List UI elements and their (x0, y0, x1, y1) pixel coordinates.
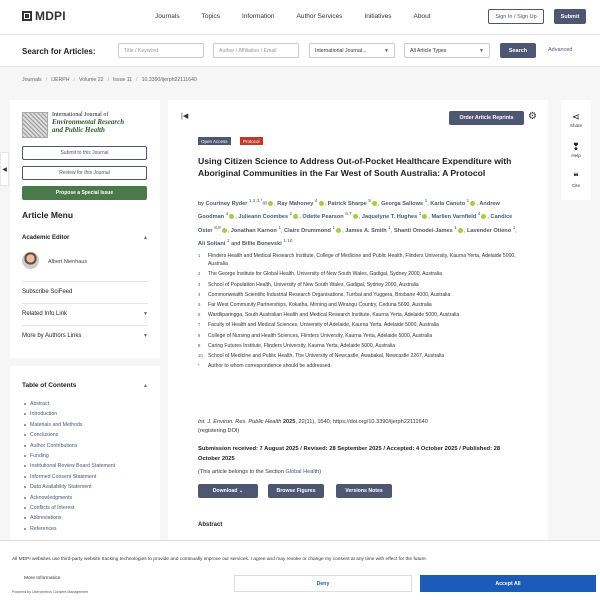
affiliation-item (198, 321, 518, 329)
academic-editor-label: Academic Editor (22, 235, 70, 241)
download-label: Download (212, 488, 238, 494)
journal-cover-icon (22, 112, 48, 138)
nav-initiatives[interactable]: Initiatives (364, 13, 392, 20)
affiliation-text: Far West Community Partnerships, Kokatha, Mirning and Wirangu Country, Ceduna 5690, Australia (208, 302, 432, 309)
author-name[interactable]: James A. Smith (345, 227, 387, 234)
author-name[interactable]: Julieann Coombes (238, 214, 289, 221)
submit-button[interactable]: Submit (554, 9, 586, 24)
abstract-heading: Abstract (198, 522, 223, 528)
nav-topics[interactable]: Topics (201, 13, 221, 20)
order-reprints-button[interactable]: Order Article Reprints (449, 111, 524, 125)
toc-item[interactable]: Introduction (24, 409, 115, 419)
browse-figures-button[interactable]: Browse Figures (268, 484, 324, 498)
citation-journal: Int. J. Environ. Res. Public Health (198, 419, 282, 425)
orcid-icon[interactable] (372, 201, 377, 206)
chevron-down-icon: ⌄ (238, 488, 244, 494)
cite-label: Cite (571, 183, 580, 188)
author-name[interactable]: Jonathan Karnon (230, 227, 277, 234)
affiliation-text: College of Nursing and Health Sciences, Flinders University, Kaurna Yerta, Adelaide 5000, Australia (208, 332, 433, 339)
breadcrumb-separator: / (45, 77, 48, 83)
article-menu-panel (10, 100, 160, 358)
affiliation-text: Faculty of Health and Medical Sciences, University of Adelaide, Kaurna Yerta, Adelaide 5000, Australia (208, 322, 439, 329)
more-by-authors-toggle[interactable] (22, 333, 148, 339)
breadcrumb-separator: / (136, 77, 138, 83)
toc-item[interactable]: References (24, 524, 115, 534)
download-button[interactable] (198, 484, 258, 498)
journal-logo[interactable] (22, 112, 142, 138)
author-name[interactable]: Karla Canuto (430, 200, 466, 207)
journal-select[interactable] (309, 43, 395, 58)
toc-item[interactable]: Materials and Methods (24, 420, 115, 430)
sign-in-button[interactable]: Sign In / Sign Up (488, 9, 544, 24)
citation-doi[interactable]: , 22(11), 1640; https://doi.org/10.3390/ijerph22111640 (295, 419, 428, 425)
author-name[interactable]: Patrick Sharpe (327, 200, 367, 207)
affiliation-text: The George Institute for Global Health, University of New South Wales, Gadigal, Sydney 2000, Australia (208, 271, 442, 278)
author-affiliation-sup: 1 (388, 224, 391, 230)
nav-journals[interactable]: Journals (155, 13, 180, 20)
orcid-icon[interactable] (353, 214, 358, 219)
article-main-panel (168, 100, 548, 540)
affiliation-item (198, 332, 518, 340)
right-action-rail (561, 100, 591, 200)
author-affiliation-sup: 1 (332, 224, 336, 230)
chevron-down-icon: ▼ (143, 311, 148, 317)
affiliation-number: 9 (198, 342, 201, 348)
cookie-consent-banner (0, 540, 600, 600)
author-name[interactable]: Marlien Varnfield (431, 214, 477, 221)
help-action[interactable] (561, 142, 591, 158)
table-of-contents-panel (10, 366, 160, 541)
toc-item[interactable]: Abbreviations (24, 513, 115, 523)
orcid-icon[interactable] (458, 228, 463, 233)
author-affiliation-sup: 1,10 (283, 238, 293, 244)
more-by-authors-label: More by Authors Links (22, 333, 82, 339)
divider (22, 303, 148, 304)
mdpi-logo[interactable] (22, 9, 66, 23)
affiliation-number: 10 (198, 353, 203, 359)
affiliation-item (198, 281, 518, 289)
author-name[interactable]: Ali Soltani (198, 240, 226, 247)
journal-name-line1: International Journal of (52, 112, 109, 118)
gear-icon[interactable]: ⚙ (528, 111, 537, 122)
affiliation-text: Wardliparingga, South Australian Health and Medical Research Institute, Kaurna Yerta, Adelaide 5000, Australia (208, 312, 460, 319)
journal-select-value: International Journal... (315, 47, 367, 54)
collapse-sidebar-icon[interactable]: |◀ (181, 113, 189, 120)
author-name[interactable]: Billie Bonevski (241, 240, 282, 247)
author-name[interactable]: Georga Sallows (381, 200, 424, 207)
affiliation-list (198, 252, 518, 372)
submit-to-journal-button[interactable]: Submit to this Journal (22, 146, 147, 160)
accept-all-button[interactable]: Accept All (420, 575, 596, 592)
journal-name (52, 112, 124, 138)
affiliation-text: Caring Futures Institute, Flinders University, Kaurna Yerta, Adelaide 5000, Australia (208, 342, 396, 349)
divider (22, 281, 148, 282)
review-for-journal-button[interactable]: Review for this Journal (22, 166, 147, 180)
nav-about[interactable]: About (413, 13, 431, 20)
version-notes-button[interactable]: Versions Notes (336, 484, 392, 498)
author-name[interactable]: Lavender Otieno (467, 227, 512, 234)
author-name[interactable]: Courtney Ryder (205, 200, 248, 207)
journal-name-line3: and Public Health (52, 126, 105, 134)
affiliation-number: 7 (198, 322, 201, 328)
author-affiliation-input[interactable]: Author / Affiliation / Email (213, 43, 299, 58)
help-label: Help (571, 153, 581, 158)
title-keyword-input[interactable]: Title / Keyword (118, 43, 204, 58)
affiliation-item (198, 291, 518, 299)
breadcrumb-doi: 10.3390/ijerph22111640 (141, 77, 197, 83)
chevron-down-icon: ▼ (143, 333, 148, 339)
section-prefix: (This article belongs to the Section (198, 469, 286, 475)
orcid-icon[interactable] (336, 228, 341, 233)
breadcrumb-journal[interactable]: IJERPH (51, 77, 70, 83)
orcid-icon[interactable] (319, 201, 324, 206)
affiliation-text: Commonwealth Scientific Industrial Research Organisations, Turrbal and Yuggera, Brisbane 4000, Australia (208, 291, 451, 298)
affiliation-item (198, 270, 518, 278)
affiliation-number: 3 (198, 281, 201, 287)
deny-button[interactable]: Deny (234, 575, 412, 592)
toc-item[interactable]: Conclusions (24, 430, 115, 440)
chevron-left-icon: ◀ (2, 166, 7, 173)
article-menu-title: Article Menu (22, 210, 74, 220)
toc-item[interactable]: Abstract (24, 399, 115, 409)
author-name[interactable]: Jaquelyne T. Hughes (361, 214, 418, 221)
open-access-badge: Open Access (198, 137, 231, 145)
chevron-down-icon: ▼ (384, 47, 389, 54)
mdpi-logo-icon (22, 11, 32, 21)
subscribe-scifeed-label: Subscribe SciFeed (22, 289, 73, 295)
journal-name-line2: Environmental Research (52, 118, 125, 126)
article-type-select[interactable] (404, 43, 490, 58)
breadcrumb-journals[interactable]: Journals (22, 77, 42, 83)
breadcrumb-volume[interactable]: Volume 22 (78, 77, 104, 83)
section-link[interactable]: Global Health (285, 469, 320, 475)
academic-editor-toggle[interactable] (22, 235, 148, 241)
affiliation-number: 1 (198, 253, 201, 258)
affiliation-item (198, 342, 518, 350)
affiliation-text: School of Medicine and Public Health, The University of Newcastle, Awabakal, Newcastle 2267, Australia (208, 353, 445, 360)
top-navbar (0, 0, 600, 35)
affiliation-number: 5 (198, 302, 201, 308)
toc-item[interactable]: Funding (24, 451, 115, 461)
affiliation-number: 2 (198, 271, 201, 277)
by-label: by (198, 200, 204, 207)
affiliation-number: 4 (198, 291, 201, 297)
author-affiliation-sup: 1 (454, 224, 457, 230)
author-affiliation-sup: 1 (418, 211, 422, 217)
share-icon: ⋖ (571, 112, 581, 123)
orcid-icon[interactable] (229, 214, 234, 219)
orcid-icon[interactable] (422, 214, 427, 219)
author-affiliation-sup: 1 (278, 224, 281, 230)
toc-item[interactable]: Acknowledgments (24, 493, 115, 503)
author-name[interactable]: Candice Oster (198, 214, 513, 234)
article-title: Using Citizen Science to Address Out-of-Pocket Healthcare Expenditure with Aboriginal Communities in the Far West of South Australia: A Protocol (198, 156, 512, 178)
affiliation-number: 8 (198, 332, 201, 338)
toc-item[interactable]: Informed Consent Statement (24, 472, 115, 482)
article-type-badge: Protocol (240, 137, 263, 145)
breadcrumb-issue[interactable]: Issue 11 (112, 77, 133, 83)
search-bar (0, 35, 600, 67)
orcid-icon[interactable] (293, 214, 298, 219)
share-action[interactable] (561, 112, 591, 128)
toc-toggle[interactable] (22, 382, 148, 389)
affiliation-item (198, 301, 518, 309)
citation-note: (registering DOI) (198, 428, 240, 434)
search-label: Search for Articles: (22, 47, 96, 56)
affiliation-number: 6 (198, 312, 201, 318)
author-affiliation-sup: 8,9 (214, 224, 221, 230)
cite-action[interactable] (561, 172, 591, 188)
orcid-icon[interactable] (268, 201, 273, 206)
affiliation-item (198, 362, 518, 370)
quote-icon: ❝ (573, 172, 579, 183)
author-name[interactable]: Ray Mahoney (277, 200, 314, 207)
affiliation-item (198, 252, 518, 268)
author-name[interactable]: Shanti Omodei-James (393, 227, 453, 234)
nav-information[interactable]: Information (242, 13, 275, 20)
section-note (198, 469, 321, 475)
main-nav (155, 13, 453, 20)
editor-avatar[interactable] (22, 252, 39, 269)
author-affiliation-sup: 4 (225, 211, 229, 217)
author-affiliation-sup: 1 (424, 198, 428, 203)
author-affiliation-sup: 5 (368, 198, 371, 203)
section-suffix: ) (319, 469, 322, 475)
orcid-icon[interactable] (222, 228, 227, 233)
cookie-text: All MDPI websites use third-party website tracking technologies to provide and continually improve our services. I agree and may revoke or change my consent at any time with effect for the future. (12, 557, 428, 562)
affiliation-text: School of Population Health, University of New South Wales, Gadigal, Sydney 2000, Australia (208, 281, 419, 288)
and-label: and (231, 240, 241, 247)
toc-item[interactable]: Author Contributions (24, 441, 115, 451)
breadcrumb-separator: / (73, 77, 75, 83)
author-name[interactable]: Andrew Goodman (198, 200, 500, 221)
toc-item[interactable]: Conflicts of Interest (24, 503, 115, 513)
author-affiliation-sup: 6,7 (345, 211, 352, 217)
advanced-search-link[interactable]: Advanced (548, 47, 573, 53)
publication-dates: Submission received: 7 August 2025 / Revised: 28 September 2025 / Accepted: 4 October 2025 / Published: 28 October 2025 (198, 446, 501, 462)
orcid-icon[interactable] (481, 214, 486, 219)
related-info-label: Related Info Link (22, 311, 68, 317)
citation-year: 2025 (282, 419, 296, 425)
author-affiliation-sup: 4 (314, 198, 318, 203)
toc-item[interactable]: Data Availability Statement (24, 482, 115, 492)
help-icon: ❢ (571, 142, 581, 153)
toc-item[interactable]: Institutional Review Board Statement (24, 461, 115, 471)
author-affiliation-sup: 1,2,3,* (249, 198, 263, 203)
author-affiliation-sup: 1 (226, 238, 230, 244)
breadcrumb (22, 77, 201, 83)
mail-icon[interactable]: ✉ (262, 200, 268, 207)
subscribe-scifeed-link[interactable] (22, 289, 148, 295)
affiliation-text: Author to whom correspondence should be addressed. (208, 363, 332, 370)
article-type-value: All Article Types (410, 47, 447, 54)
share-label: Share (569, 123, 582, 128)
orcid-icon[interactable] (470, 201, 475, 206)
affiliation-item (198, 352, 518, 360)
related-info-toggle[interactable] (22, 311, 148, 317)
toc-list (24, 399, 115, 534)
nav-author-services[interactable]: Author Services (296, 13, 343, 20)
editor-name[interactable]: Albert Nienhaus (48, 259, 88, 265)
search-button[interactable]: Search (500, 43, 536, 58)
author-affiliation-sup: 2 (289, 211, 293, 217)
author-name[interactable]: Odette Pearson (302, 214, 344, 221)
chevron-up-icon: ▲ (143, 382, 148, 389)
author-name[interactable]: Claire Drummond (284, 227, 331, 234)
affiliation-number: * (198, 363, 200, 369)
logo-text: MDPI (35, 9, 66, 23)
author-affiliation-sup: 1 (512, 224, 516, 230)
author-list: by Courtney Ryder $^{1,2,3,*}$✉ , Ray Mahoney $^4$, Patrick Sharpe $^5$, Georga Sallows $^1$, Karla Canuto $^1$, Andrew Goodman $^4$, Julieann Coombes $^2$, Odette Pearson $^{6,7}$, Jaquelyne T. Hughes $^1$, Marlien Varnfield $^4$, Candice Oster $^{8,9}$, Jonathan Karnon $^1$, Claire Drummond $^1$, James A. Smith $^1$, Shanti Omodei-James $^1$, Lavender Otieno $^1$, Ali Soltani $^1$ and Billie Bonevski $^{1,10}$ (198, 198, 517, 247)
citation (198, 418, 518, 436)
author-affiliation-sup: 1 (466, 198, 470, 203)
propose-special-issue-button[interactable]: Propose a Special Issue (22, 186, 147, 200)
more-information-link[interactable]: More Information (24, 576, 61, 581)
affiliation-item (198, 311, 518, 319)
breadcrumb-separator: / (107, 77, 109, 83)
affiliation-text: Flinders Health and Medical Research Institute, College of Medicine and Public Health, Flinders University, Kaurna Yerta, Adelaide 5000, Australia (208, 253, 516, 268)
powered-by-text: Powered by Usercentrics Consent Management (12, 590, 89, 594)
chevron-down-icon: ▼ (479, 47, 484, 54)
toc-title: Table of Contents (22, 382, 77, 389)
chevron-up-icon: ▲ (143, 235, 148, 241)
divider (22, 325, 148, 326)
author-affiliation-sup: 4 (477, 211, 481, 217)
left-sidebar-toggle[interactable] (0, 152, 9, 186)
